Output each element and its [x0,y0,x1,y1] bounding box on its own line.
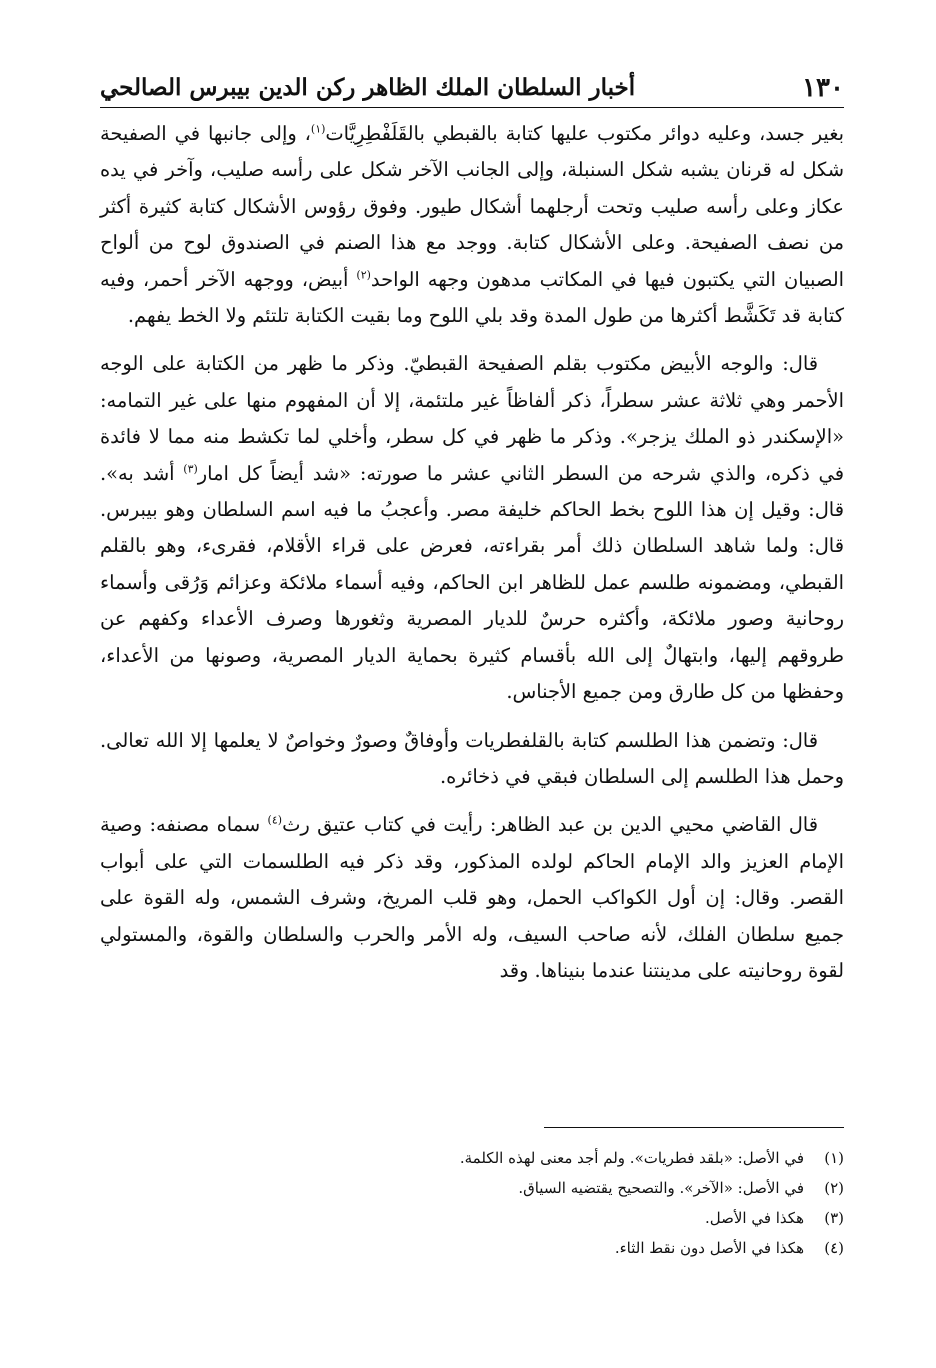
paragraph-text: أبيض، ووجهه الآخر أحمر، وفيه كتابة قد تَكَشَّط أكثرها من طول المدة وقد بلي اللوح وما بقيت الكتابة تلتئم ولا الخط يفهم. [100,267,844,328]
paragraph [100,807,844,989]
paragraph-text: بغير جسد، وعليه دوائر مكتوب عليها كتابة بالقبطي بالقَلَفْطِرِيَّات [325,122,844,145]
page-number: ١٣٠ [802,73,844,103]
footnote-divider [544,1127,844,1128]
footnote-marker: (٣) [183,462,198,476]
paragraph-text: ، وإلى جانبها في الصفيحة شكل له قرنان يشبه شكل السنبلة، وإلى الجانب الآخر شكل على رأسه صليب، وآخر في يده عكاز وعلى رأسه صليب وتحت أرجلهما أشكال طيور. وفوق رؤوس الأشكال كتابة كثيرة أكثر من نصف الصفيحة. وعلى الأشكال كتابة. ووجد مع هذا الصنم في الصندوق لوح من ألواح الصبيان التي يكتبون فيها في المكاتب مدهون وجهه الواحد [100,122,844,291]
paragraph [100,723,844,796]
footnote-number: (٤) [824,1239,844,1257]
footnotes [100,1143,844,1263]
footnote [100,1203,844,1233]
footnote-number: (٣) [824,1209,844,1227]
footnote [100,1173,844,1203]
paragraph [100,116,844,334]
paragraph [100,346,844,710]
running-head [100,64,844,108]
footnote-marker: (٤) [267,813,283,827]
paragraph-text: قال: والوجه الأبيض مكتوب بقلم الصفيحة القبطيّ. وذكر ما ظهر من الكتابة على الوجه الأحمر وهي ثلاثة عشر سطراً، ذكر ألفاظاً غير ملتئمة، إلا أن المفهوم منها على غير التمامه: «الإسكندر ذو الملك يزجر». وذكر ما ظهر في كل سطر، وأخلي لما تكشط منه مما لا فائدة في ذكره، والذي شرحه من السطر الثاني عشر ما صورته: «شد أيضاً كل امار [100,352,844,485]
footnote [100,1143,844,1173]
running-title: أخبار السلطان الملك الظاهر ركن الدين بيبرس الصالحي [100,74,636,101]
footnote-marker: (١) [310,122,326,136]
footnote-text: هكذا في الأصل دون نقط الثاء. [614,1239,804,1257]
paragraph-text: سماه مصنفه: وصية الإمام العزيز والد الإمام الحاكم لولده المذكور، وقد ذكر فيه الطلسمات التي على أبواب القصر. وقال: إن أول الكواكب الحمل، وهو قلب المريخ، وشرف الشمس، وله القوة على جميع سلطان الفلك، لأنه صاحب السيف، وله الأمر والحرب والسلطان والقوة، والمستولي لقوة روحانيته على مدينتنا عندما بنيناها. وقد [100,813,844,982]
paragraph-text: أشد به». قال: وقيل إن هذا اللوح بخط الحاكم خليفة مصر. وأعجبُ ما فيه اسم السلطان وهو بيبرس. قال: ولما شاهد السلطان ذلك أمر بقراءته، فعرض على قراء الأقلام، فقرىء، وهو بالقلم القبطي، ومضمونه طلسم عمل للظاهر ابن الحاكم، وفيه أسماء ملائكة وعزائم وَرُقى وأسماء روحانية وصور ملائكة، وأكثره حرسٌ للديار المصرية وثغورها وصرف الأعداء وكفهم عن طروقهم إليها، وابتهالٌ إلى الله بأقسام كثيرة بحماية الديار المصرية، وصونها من الأعداء، وحفظها من كل طارق ومن جميع الأجناس. [100,461,844,704]
footnote-number: (٢) [824,1179,844,1197]
footnote-text: في الأصل: «بلقد فطريات». ولم أجد معنى لهذه الكلمة. [459,1149,804,1167]
footnote-marker: (٢) [356,268,371,282]
book-page [100,64,844,1354]
paragraph-text: قال القاضي محيي الدين بن عبد الظاهر: رأيت في كتاب عتيق رث [282,813,818,837]
footnote-text: هكذا في الأصل. [704,1209,804,1227]
footnote-number: (١) [824,1149,844,1167]
footnote-text: في الأصل: «الآخر». والتصحيح يقتضيه السياق. [518,1179,804,1197]
body-text [100,116,844,989]
footnote [100,1233,844,1263]
paragraph-text: قال: وتضمن هذا الطلسم كتابة بالقلفطريات وأوفاقٌ وصورٌ وخواصٌ لا يعلمها إلا الله تعالى. وحمل هذا الطلسم إلى السلطان فبقي في ذخائره. [100,728,844,788]
